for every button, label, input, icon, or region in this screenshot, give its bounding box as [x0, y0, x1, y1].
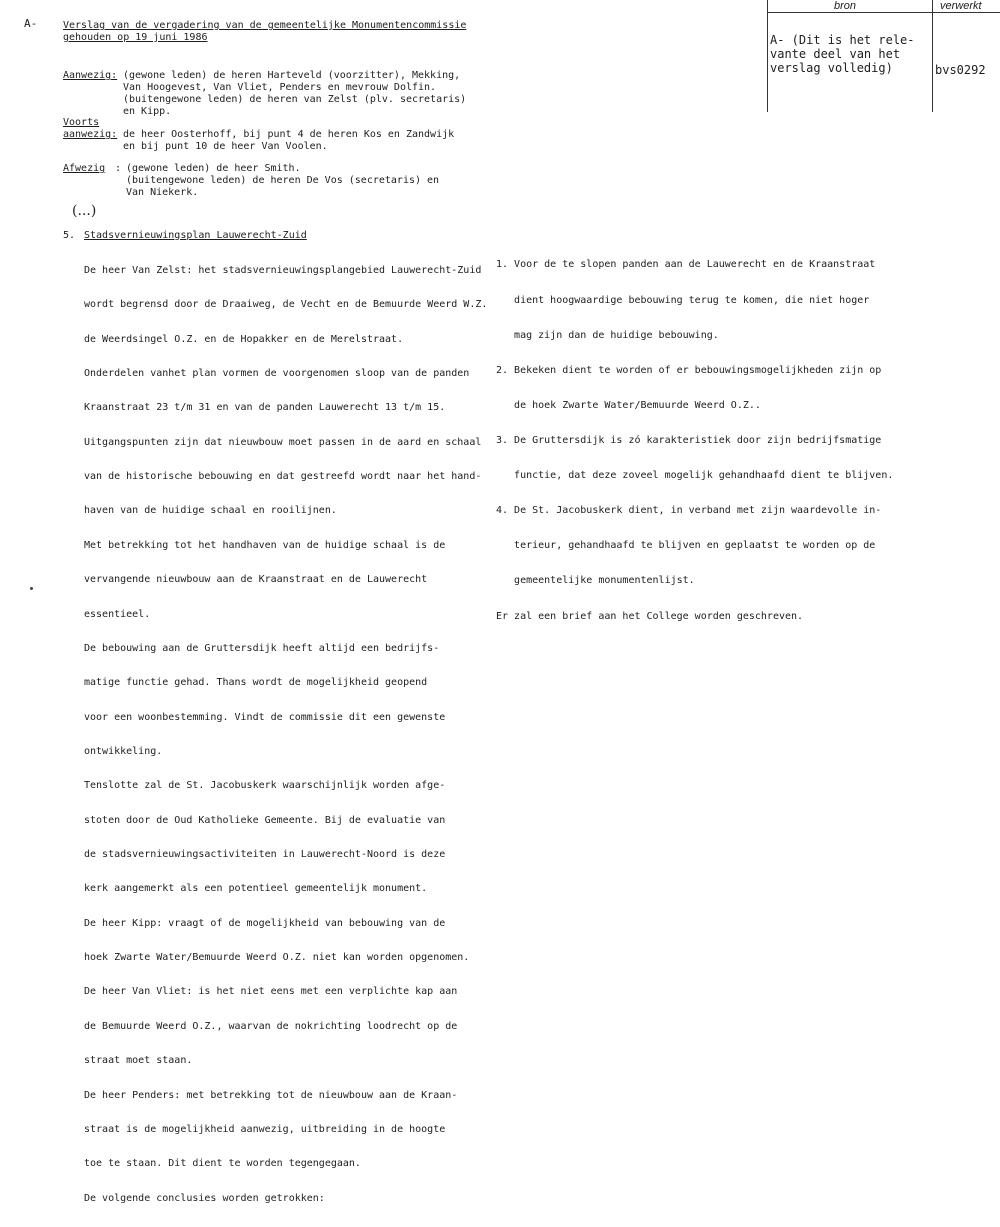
conclusion-line: mag zijn dan de huidige bebouwing. [496, 329, 719, 341]
item-heading: Stadsvernieuwingsplan Lauwerecht-Zuid [84, 230, 307, 241]
conclusion-line: Er zal een brief aan het College worden geschreven. [496, 610, 804, 622]
source-box-top-rule [767, 12, 1000, 13]
body-line: Uitgangspunten zijn dat nieuwbouw moet passen in de aard en schaal [84, 436, 482, 448]
body-line: matige functie gehad. Thans wordt de mogelijkheid geopend [84, 677, 428, 689]
present-line: (buitengewone leden) de heren van Zelst (plv. secretaris) [123, 94, 467, 105]
body-line: straat moet staan. [84, 1055, 193, 1067]
absent-colon: : [115, 163, 122, 174]
source-column-header: bron [834, 0, 857, 12]
conclusion-line: 4. De St. Jacobuskerk dient, in verband met zijn waardevolle in- [496, 505, 882, 517]
body-line: ontwikkeling. [84, 745, 163, 757]
body-line: Met betrekking tot het handhaven van de huidige schaal is de [84, 539, 446, 551]
absent-label: Afwezig [63, 163, 106, 174]
conclusion-line: de hoek Zwarte Water/Bemuurde Weerd O.Z.. [496, 399, 761, 411]
present-line: Van Hoogevest, Van Vliet, Penders en mevrouw Dolfin. [123, 82, 437, 93]
further-present-label-2: aanwezig: [63, 129, 118, 140]
body-line: Kraanstraat 23 t/m 31 en van de panden Lauwerecht 13 t/m 15. [84, 402, 446, 414]
body-line: kerk aangemerkt als een potentieel gemeentelijk monument. [84, 883, 428, 895]
body-line: de Weerdsingel O.Z. en de Hopakker en de Merelstraat. [84, 333, 404, 345]
body-line: van de historische bebouwing en dat gestreefd wordt naar het hand- [84, 471, 482, 483]
conclusion-line: 3. De Gruttersdijk is zó karakteristiek door zijn bedrijfsmatige [496, 434, 882, 446]
body-line: Tenslotte zal de St. Jacobuskerk waarschijnlijk worden afge- [84, 780, 446, 792]
body-line: De heer Penders: met betrekking tot de nieuwbouw aan de Kraan- [84, 1089, 458, 1101]
source-box-divider [932, 0, 933, 112]
present-line: (gewone leden) de heren Harteveld (voorzitter), Mekking, [123, 70, 461, 81]
source-line-2: vante deel van het [770, 47, 901, 61]
body-line: De volgende conclusies worden getrokken: [84, 1192, 325, 1204]
body-line: De heer Kipp: vraagt of de mogelijkheid van bebouwing van de [84, 917, 446, 929]
body-line: De heer Van Zelst: het stadsvernieuwingsplangebied Lauwerecht-Zuid [84, 264, 482, 276]
body-line: vervangende nieuwbouw aan de Kraanstraat en de Lauwerecht [84, 574, 428, 586]
page-marker: A- [24, 17, 38, 30]
source-box-left-rule [767, 0, 768, 112]
body-line: hoek Zwarte Water/Bemuurde Weerd O.Z. niet kan worden opgenomen. [84, 952, 470, 964]
body-line: stoten door de Oud Katholieke Gemeente. Bij de evaluatie van [84, 814, 446, 826]
body-line: De heer Van Vliet: is het niet eens met een verplichte kap aan [84, 986, 458, 998]
item-body [84, 242, 487, 1227]
item-number: 5. [63, 230, 76, 241]
document-title-line-2: gehouden op 19 juni 1986 [63, 32, 208, 43]
body-line: wordt begrensd door de Draaiweg, de Vecht en de Bemuurde Weerd W.Z. [84, 299, 488, 311]
conclusion-line: functie, dat deze zoveel mogelijk gehandhaafd dient te blijven. [496, 470, 894, 482]
processed-code: bvs0292 [935, 63, 986, 77]
source-line-1: A- (Dit is het rele- [770, 33, 915, 47]
scan-speck [30, 587, 33, 590]
further-present-label-1: Voorts [63, 117, 100, 128]
conclusion-line: 2. Bekeken dient te worden of er bebouwingsmogelijkheden zijn op [496, 364, 882, 376]
body-line: De bebouwing aan de Gruttersdijk heeft altijd een bedrijfs- [84, 642, 440, 654]
further-present-line: en bij punt 10 de heer Van Voolen. [123, 141, 328, 152]
document-title-line-1: Verslag van de vergadering van de gemeentelijke Monumentencommissie [63, 20, 467, 31]
absent-line: (gewone leden) de heer Smith. [126, 163, 301, 174]
conclusion-line: terieur, gehandhaafd te blijven en geplaatst te worden op de [496, 540, 876, 552]
body-line: voor een woonbestemming. Vindt de commissie dit een gewenste [84, 711, 446, 723]
body-line: haven van de huidige schaal en rooilijnen. [84, 505, 337, 517]
body-line: essentieel. [84, 608, 151, 620]
body-line: toe te staan. Dit dient te worden tegengegaan. [84, 1158, 361, 1170]
omission-marker: (...) [72, 203, 97, 219]
absent-line: (buitengewone leden) de heren De Vos (secretaris) en [126, 175, 440, 186]
body-line: straat is de mogelijkheid aanwezig, uitbreiding in de hoogte [84, 1123, 446, 1135]
present-label: Aanwezig: [63, 70, 118, 81]
conclusion-line: gemeentelijke monumentenlijst. [496, 575, 695, 587]
body-line: de stadsvernieuwingsactiviteiten in Lauwerecht-Noord is deze [84, 849, 446, 861]
conclusions-list [496, 236, 893, 634]
further-present-line: de heer Oosterhoff, bij punt 4 de heren Kos en Zandwijk [123, 129, 455, 140]
source-line-3: verslag volledig) [770, 61, 893, 75]
body-line: Onderdelen vanhet plan vormen de voorgenomen sloop van de panden [84, 367, 470, 379]
absent-line: Van Niekerk. [126, 187, 199, 198]
present-line: en Kipp. [123, 106, 172, 117]
conclusion-line: 1. Voor de te slopen panden aan de Lauwerecht en de Kraanstraat [496, 259, 876, 271]
body-line: de Bemuurde Weerd O.Z., waarvan de nokrichting loodrecht op de [84, 1020, 458, 1032]
conclusion-line: dient hoogwaardige bebouwing terug te komen, die niet hoger [496, 294, 870, 306]
processed-column-header: verwerkt [940, 0, 982, 12]
